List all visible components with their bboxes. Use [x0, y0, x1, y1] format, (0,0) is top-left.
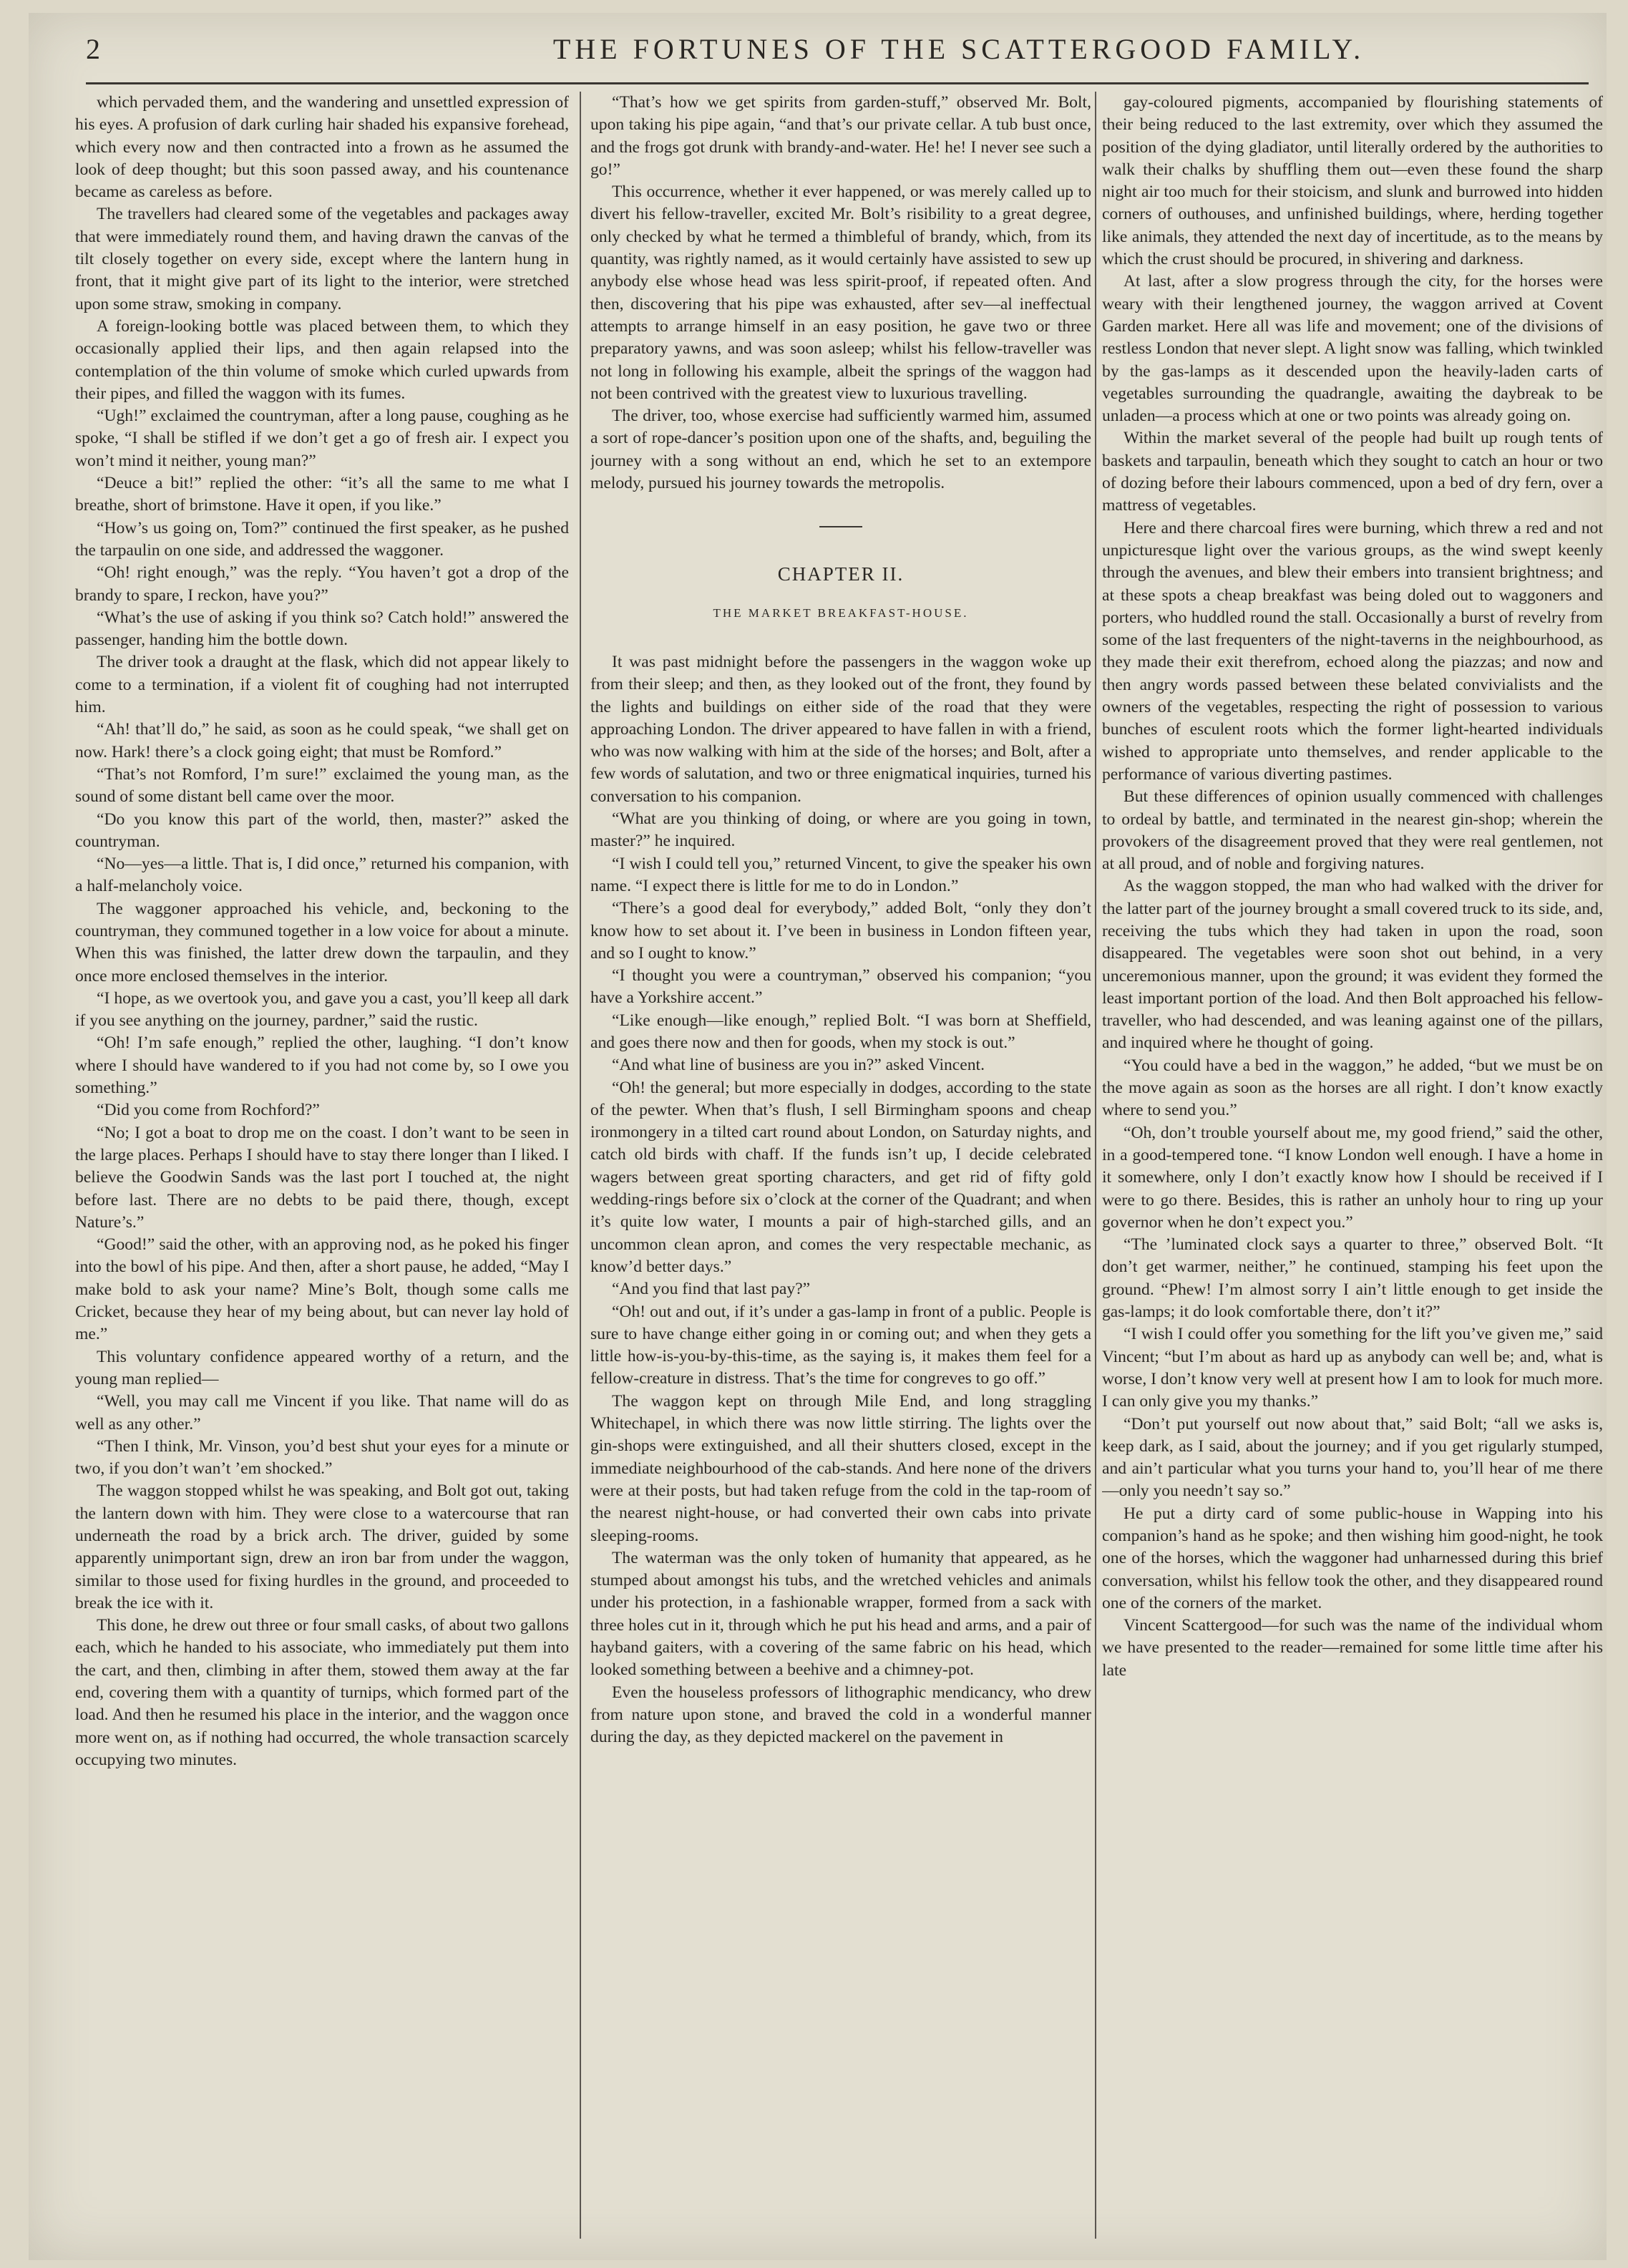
paragraph: “Oh! out and out, if it’s under a gas-lamp in front of a public. People is sure to have change either going in or coming out; and when they gets a little how-is-you-by-this-time, as the saying is, it makes them feel for a fellow-creature in distress. That’s the time for congreves to go off.”	[590, 1302, 1091, 1388]
paragraph: gay-coloured pigments, accompanied by flourishing statements of their being reduced to the last extremity, over which they assumed the position of the dying gladiator, until literally ordered by the authorities to walk their chalks by shuffling them out—even these found the sharp night air too much for their stoicism, and slunk and burrowed into hidden corners of outhouses, and unfinished buildings, where, herding together like animals, they attended the next day of incertitude, as to the means by which the crust should be procured, in shivering and darkness.	[1102, 93, 1603, 269]
paragraph: A foreign-looking bottle was placed between them, to which they occasionally applied their lips, and then again relapsed into the contemplation of the thin volume of smoke which curled upwards from their pipes, and filled the waggon with its fumes.	[75, 316, 569, 403]
paragraph: “No; I got a boat to drop me on the coast. I don’t want to be seen in the large places. Perhaps I should have to stay there longer than I liked. I believe the Goodwin Sands was the last port I touched at, the night before last. There are no debts to be paid there, though, except Nature’s.”	[75, 1123, 569, 1232]
paragraph: This done, he drew out three or four small casks, of about two gallons each, which he handed to his associate, who immediately put them into the cart, and then, climbing in after them, stowed them away at the far end, covering them with a quantity of turnips, which formed part of the load. And then he resumed his place in the interior, and the waggon once more went on, as if nothing had occurred, the whole transaction scarcely occupying two minutes.	[75, 1616, 569, 1769]
paragraph: “That’s not Romford, I’m sure!” exclaimed the young man, as the sound of some distant bell came over the moor.	[75, 764, 569, 807]
page-number: 2	[86, 33, 102, 65]
paragraph: “I thought you were a countryman,” observed his companion; “you have a Yorkshire accent.”	[590, 966, 1091, 1008]
column-2-text-after	[590, 651, 1091, 1749]
paragraph: “How’s us going on, Tom?” continued the first speaker, as he pushed the tarpaulin on one side, and addressed the waggoner.	[75, 518, 569, 560]
column-rule-2	[1095, 92, 1096, 2239]
paragraph: “I hope, as we overtook you, and gave you a cast, you’ll keep all dark if you see anything on the journey, pardner,” said the rustic.	[75, 988, 569, 1031]
paragraph: The driver took a draught at the flask, which did not appear likely to come to a termination, if a violent fit of coughing had not interrupted him.	[75, 653, 569, 717]
paragraph: The waggon stopped whilst he was speaking, and Bolt got out, taking the lantern down with him. They were close to a watercourse that ran underneath the road by a brick arch. The driver, guided by some apparently unimportant sign, drew an iron bar from under the waggon, similar to those used for fixing hurdles in the ground, and proceeded to break the ice with it.	[75, 1481, 569, 1612]
paragraph: Within the market several of the people had built up rough tents of baskets and tarpaulin, beneath which they sought to catch an hour or two of dozing before their labours commenced, upon a bed of dry fern, over a mattress of vegetables.	[1102, 429, 1603, 515]
paragraph: The waterman was the only token of humanity that appeared, as he stumped about amongst his tubs, and the wretched vehicles and animals under his protection, in a fashionable wrapper, formed from a sack with three holes cut in it, through which he put his head and arms, and a pair of hayband gaiters, with a covering of the same fabric on his head, which looked something between a beehive and a chimney-pot.	[590, 1548, 1091, 1680]
paragraph: “I wish I could tell you,” returned Vincent, to give the speaker his own name. “I expect there is little for me to do in London.”	[590, 854, 1091, 895]
paragraph: But these differences of opinion usually commenced with challenges to ordeal by battle, and terminated in the nearest gin-shop; wherein the provokers of the disagreement proved that they were real gentlemen, not at all proud, and of noble and forgiving natures.	[1102, 787, 1603, 874]
paragraph: “Did you come from Rochford?”	[97, 1101, 320, 1120]
paragraph: “Don’t put yourself out now about that,” said Bolt; “all we asks is, keep dark, as I said, about the journey; and if you get rigularly stumped, and ain’t particular what you turns your hand to, you’ll hear of me there—only you needn’t say so.”	[1102, 1414, 1603, 1501]
paragraph: The driver, too, whose exercise had sufficiently warmed him, assumed a sort of rope-dancer’s position upon one of the shafts, and, beguiling the journey with a song without an end, which he set to an extempore melody, pursued his journey towards the metropolis.	[590, 407, 1091, 493]
paragraph: As the waggon stopped, the man who had walked with the driver for the latter part of the journey brought a small covered truck to its side, and, receiving the tubs which they had taken in upon the road, soon disappeared. The vegetables were soon shot out behind, in a very unceremonious manner, upon the ground; it was evident they formed the least important portion of the load. And then Bolt approached his fellow-traveller, who had descended, and was leaning against one of the pillars, and inquired where he thought of going.	[1102, 877, 1603, 1053]
page-header	[86, 32, 1517, 75]
paragraph: “You could have a bed in the waggon,” he added, “but we must be on the move again as soon as the horses are all right. I don’t know exactly where to send you.”	[1102, 1056, 1603, 1120]
paragraph: “And what line of business are you in?” asked Vincent.	[612, 1056, 985, 1075]
paragraph: “I wish I could offer you something for the lift you’ve given me,” said Vincent; “but I’m about as hard up as anybody can well be; and, what is worse, I don’t know very well at present how I am to look for much more. I can only give you my thanks.”	[1102, 1325, 1603, 1411]
paragraph: “Good!” said the other, with an approving nod, as he poked his finger into the bowl of his pipe. And then, after a short pause, he added, “May I make bold to ask your name? Mine’s Bolt, though some calls me Cricket, because they hear of my being about, but can never lay hold of me.”	[75, 1235, 569, 1344]
paragraph: This occurrence, whether it ever happened, or was merely called up to divert his fellow-traveller, excited Mr. Bolt’s risibility to a great degree, only checked by what he termed a thimbleful of brandy, which, from its quantity, was rightly named, as it would certainly have assisted to sew up anybody else whose head was less spirit-proof, if repeated often. And then, discovering that his pipe was exhausted, after sev—al ineffectual attempts to arrange himself in an easy position, he gave two or three preparatory yawns, and was soon asleep; whilst his fellow-traveller was not long in following his example, albeit the springs of the waggon had not been contrived with the greatest view to luxurious travelling.	[590, 182, 1091, 403]
paragraph: “Then I think, Mr. Vinson, you’d best shut your eyes for a minute or two, if you don’t wan’t ’em shocked.”	[75, 1436, 569, 1479]
chapter-subtitle: THE MARKET BREAKFAST-HOUSE.	[713, 605, 969, 620]
paragraph: “Oh! right enough,” was the reply. “You haven’t got a drop of the brandy to spare, I reckon, have you?”	[75, 563, 569, 605]
paragraph: “Oh! I’m safe enough,” replied the other, laughing. “I don’t know where I should have wandered to if you had not come by, so I owe you something.”	[75, 1033, 569, 1098]
paragraph: “That’s how we get spirits from garden-stuff,” observed Mr. Bolt, upon taking his pipe again, “and that’s our private cellar. A tub bust once, and the frogs got drunk with brandy-and-water. He! he! I never see such a go!”	[590, 93, 1091, 179]
paragraph: “Ah! that’ll do,” he said, as soon as he could speak, “we shall get on now. Hark! there’s a clock going eight; that must be Romford.”	[75, 720, 569, 761]
paragraph: “Deuce a bit!” replied the other: “it’s all the same to me what I breathe, short of brimstone. Have it open, if you like.”	[75, 474, 569, 515]
column-2	[590, 92, 1091, 2246]
paragraph: It was past midnight before the passengers in the waggon woke up from their sleep; and then, as they looked out of the front, they found by the lights and buildings on either side of the road that they were approaching London. The driver appeared to have fallen in with a friend, who was now walking with him at the side of the horses; and Bolt, after a few words of salutation, and two or three enigmatical inquiries, turned his conversation to his companion.	[590, 652, 1091, 806]
column-rule-1	[580, 92, 581, 2239]
paragraph: “Oh! the general; but more especially in dodges, according to the state of the pewter. When that’s flush, I sell Birmingham spoons and cheap ironmongery in a tilted cart round about London, on Saturday nights, and catch old birds with chaff. If the funds isn’t up, I decide celebrated wagers between great sporting characters, and get rid of fifty gold wedding-rings before six o’clock at the corner of the Quadrant; and when it’s quite low water, I mounts a pair of high-starched gills, and an uncommon clean apron, and comes the very respectable mechanic, as know’d better days.”	[590, 1078, 1091, 1276]
paragraph: This voluntary confidence appeared worthy of a return, and the young man replied—	[75, 1347, 569, 1388]
column-1	[75, 92, 569, 2246]
paragraph: “No—yes—a little. That is, I did once,” returned his companion, with a half-melancholy voice.	[75, 855, 569, 896]
header-rule	[86, 82, 1589, 84]
paragraph: “Well, you may call me Vincent if you like. That name will do as well as any other.”	[75, 1392, 569, 1434]
paragraph: Here and there charcoal fires were burning, which threw a red and not unpicturesque light over the various groups, as the wind swept keenly through the avenues, and blew their embers into transient brightness; and at these spots a cheap breakfast was being doled out to waggoners and porters, who huddled round the stall. Occasionally a burst of revelry from some of the last frequenters of the night-taverns in the neighbourhood, as they made their exit therefrom, echoed along the piazzas; and now and then angry words passed between these belated convivialists and the owners of the vegetables, respecting the right of possession to various bunches of esculent roots which the former light-hearted individuals wished to appropriate unto themselves, and render applicable to the performance of various diverting pastimes.	[1102, 518, 1603, 784]
column-3	[1102, 92, 1603, 2246]
paragraph: “Ugh!” exclaimed the countryman, after a long pause, coughing as he spoke, “I shall be stifled if we don’t get a go of fresh air. I expect you won’t mind it neither, young man?”	[75, 407, 569, 470]
paragraph: “Do you know this part of the world, then, master?” asked the countryman.	[75, 809, 569, 851]
paragraph: “Oh, don’t trouble yourself about me, my good friend,” said the other, in a good-tempered tone. “I know London well enough. I have a home in it somewhere, only I don’t exactly know how I should be received if I were to go there. Besides, this is rather an unholy hour to ring up your governor when he don’t expect you.”	[1102, 1123, 1603, 1232]
paragraph: “The ’luminated clock says a quarter to three,” observed Bolt. “It don’t get warmer, neither,” he continued, stamping his feet upon the ground. “Phew! I’m almost sorry I ain’t little enough to get inside the gas-lamps; it do look comfortable there, don’t it?”	[1102, 1235, 1603, 1322]
chapter-separator	[819, 526, 862, 527]
paragraph: which pervaded them, and the wandering and unsettled expression of his eyes. A profusion of dark curling hair shaded his expansive forehead, which every now and then contracted into a frown as he assumed the look of deep thought; but this soon passed away, and his countenance became as careless as before.	[75, 93, 569, 202]
paragraph: “Like enough—like enough,” replied Bolt. “I was born at Sheffield, and goes there now and then for goods, when my stock is out.”	[590, 1011, 1091, 1052]
paragraph: The travellers had cleared some of the vegetables and packages away that were immediately round them, and having drawn the canvas of the tilt closely together on every side, except where the lantern hung in front, that it might give part of its light to the interior, were stretched upon some straw, smoking in company.	[75, 205, 569, 313]
paragraph: “What’s the use of asking if you think so? Catch hold!” answered the passenger, handing him the bottle down.	[75, 608, 569, 650]
paragraph: At last, after a slow progress through the city, for the horses were weary with their lengthened journey, the waggon arrived at Covent Garden market. Here all was life and movement; one of the divisions of restless London that never slept. A light snow was falling, which twinkled by the gas-lamps as it descended upon the heavily-laden carts of vegetables surrounding the quadrangle, awaiting the daybreak to be unladen—a process which at one or two points was already going on.	[1102, 272, 1603, 426]
running-title: THE FORTUNES OF THE SCATTERGOOD FAMILY.	[552, 33, 1365, 65]
column-2-text-before	[590, 92, 1091, 495]
paragraph: “There’s a good deal for everybody,” added Bolt, “only they don’t know how to set about it. I’ve been in business in London fifteen year, and so I ought to know.”	[590, 899, 1091, 963]
paragraph: Vincent Scattergood—for such was the name of the individual whom we have presented to the reader—remained for some little time after his late	[1102, 1616, 1603, 1680]
paragraph: Even the houseless professors of lithographic mendicancy, who drew from nature upon stone, and braved the cold in a wonderful manner during the day, as they depicted mackerel on the pavement in	[590, 1683, 1091, 1747]
paragraph: He put a dirty card of some public-house in Wapping into his companion’s hand as he spoke; and then wishing him good-night, he took one of the horses, which the waggoner had unharnessed during this brief conversation, whilst his fellow took the other, and they disappeared round one of the corners of the market.	[1102, 1504, 1603, 1612]
paragraph: “What are you thinking of doing, or where are you going in town, master?” he inquired.	[590, 809, 1091, 851]
chapter-title: CHAPTER II.	[777, 563, 905, 585]
paragraph: The waggon kept on through Mile End, and long straggling Whitechapel, in which there was now little stirring. The lights over the gin-shops were extinguished, and all their shutters closed, except in the immediate neighbourhood of the cab-stands. And here none of the drivers were at their posts, but had taken refuge from the cold in the tap-room of the nearest night-house, or had converted their own cabs into private sleeping-rooms.	[590, 1391, 1091, 1545]
paragraph: The waggoner approached his vehicle, and, beckoning to the countryman, they communed together in a low voice for about a minute. When this was finished, the latter drew down the tarpaulin, and they once more enclosed themselves in the interior.	[75, 899, 569, 985]
paragraph: “And you find that last pay?”	[612, 1280, 811, 1299]
